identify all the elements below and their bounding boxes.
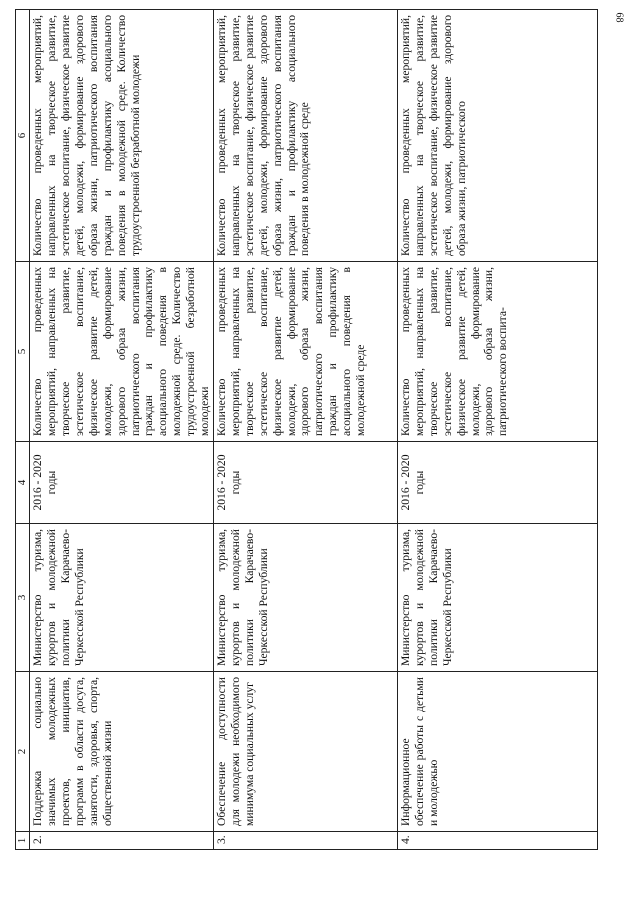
event-cell: Обеспечение доступности для молодежи необходимого минимума социальных услуг [213,672,397,832]
table-row [397,10,597,850]
event-cell: Поддержка социально значимых молодежных проектов, инициатив, программ в области досуга, занятости, здоровья, спорта, общественной жизни [30,672,214,832]
row-number: 4. [397,832,597,850]
indicator-cell: Количество проведенных мероприятий, направленных на творческое развитие, эстетическое воспитание, физическое развитие детей, молодежи, формирование здорового образа жизни, патриотического воспитания граждан и профилактику асоциального поведения в молодежной среде [213,10,397,262]
header-cell: 4 [16,442,30,524]
table-row [30,10,214,850]
program-table [15,9,598,850]
header-cell: 5 [16,262,30,442]
result-cell: Количество проведенных мероприятий, направленных на творческое развитие, эстетическое воспитание, физическое развитие детей, молодежи, формирование здорового образа жизни, патриотического воспита- [397,262,597,442]
header-cell: 3 [16,524,30,672]
indicator-cell: Количество проведенных мероприятий, направленных на творческое развитие, эстетическое воспитание, физическое развитие детей, молодежи, формирование здорового образа жизни, патриотического [397,10,597,262]
result-cell: Количество проведенных мероприятий, направленных на творческое развитие, эстетическое воспитание, физическое развитие детей, молодежи, формирование здорового образа жизни, патриотического воспитания граждан и профилактику асоциального поведения в молодежной среде. Количество трудоустроенной безработной молодежи [30,262,214,442]
page-number: 68 [613,12,625,23]
executor-cell: Министерство туризма, курортов и молодежной политики Карачаево-Черкесской Республики [30,524,214,672]
header-cell: 2 [16,672,30,832]
executor-cell: Министерство туризма, курортов и молодежной политики Карачаево-Черкесской Республики [397,524,597,672]
header-cell: 1 [16,832,30,850]
period-cell: 2016 - 2020 годы [213,442,397,524]
header-row [16,10,30,850]
period-cell: 2016 - 2020 годы [397,442,597,524]
indicator-cell: Количество проведенных мероприятий, направленных на творческое развитие, эстетическое воспитание, физическое развитие детей, молодежи, формирование здорового образа жизни, патриотического воспитания граждан и профилактику асоциального поведения в молодежной среде. Количество трудоустроенной безработной молодежи [30,10,214,262]
row-number: 3. [213,832,397,850]
table-row [213,10,397,850]
row-number: 2. [30,832,214,850]
period-cell: 2016 - 2020 годы [30,442,214,524]
header-cell: 6 [16,10,30,262]
event-cell: Информационное обеспечение работы с детьми и молодежью [397,672,597,832]
executor-cell: Министерство туризма, курортов и молодежной политики Карачаево-Черкесской Республики [213,524,397,672]
result-cell: Количество проведенных мероприятий, направленных на творческое развитие, эстетическое воспитание, физическое развитие детей, молодежи, формирование здорового образа жизни, патриотического воспитания граждан и профилактику асоциального поведения в молодежной среде [213,262,397,442]
